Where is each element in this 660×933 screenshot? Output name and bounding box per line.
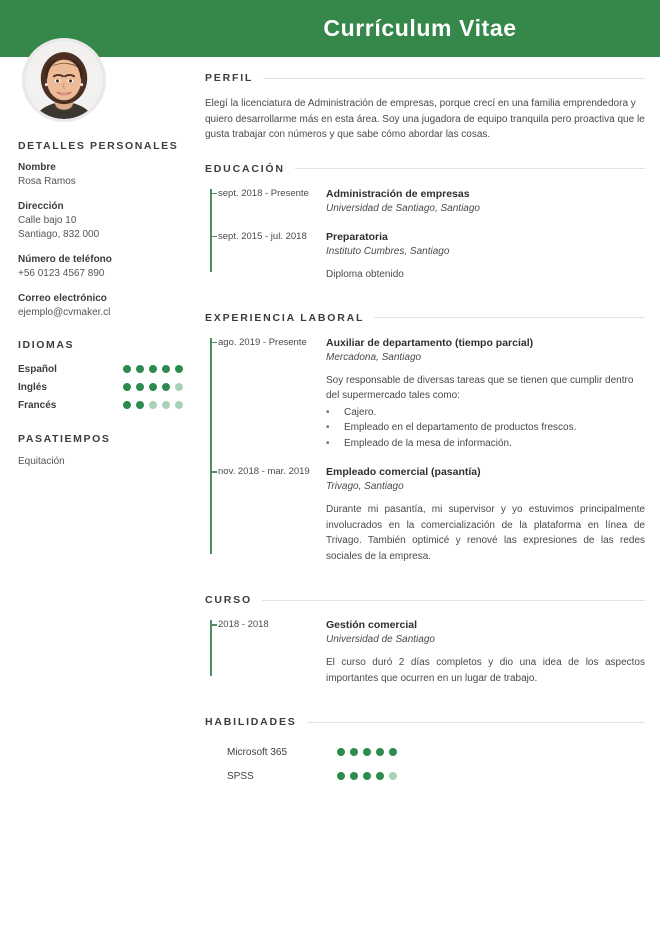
field-value: ejemplo@cvmaker.cl: [18, 307, 111, 318]
field-label: Correo electrónico: [18, 293, 107, 304]
section-header: [205, 594, 645, 606]
entry-subtitle: Instituto Cumbres, Santiago: [326, 245, 450, 257]
bullet-text: Empleado en el departamento de productos frescos.: [344, 422, 577, 433]
bullet-text: Empleado de la mesa de información.: [344, 437, 512, 449]
rating-dot: [337, 772, 345, 780]
field-telefono: [18, 253, 190, 281]
entry-date: sept. 2015 - jul. 2018: [218, 230, 307, 242]
bullet-item: [326, 436, 645, 452]
experience-timeline: [205, 336, 645, 565]
entry-body: [326, 618, 645, 686]
entry-extra: Diploma obtenido: [326, 268, 404, 280]
entry-description: Soy responsable de diversas tareas que se tienen que cumplir dentro del supermercado tales como:: [326, 374, 634, 401]
bullet-marker-icon: •: [326, 422, 330, 433]
entry-title: Empleado comercial (pasantía): [326, 466, 481, 478]
language-row: [18, 396, 190, 414]
skill-rating-dots: [337, 772, 397, 780]
education-entry: [218, 230, 645, 282]
rating-dot: [123, 401, 131, 409]
page-title: Currículum Vitae: [323, 15, 517, 41]
bullet-text: Cajero.: [344, 406, 377, 418]
rating-dot: [175, 383, 183, 391]
entry-description: El curso duró 2 días completos y dio una idea de los aspectos importantes que ocurren en un lugar de trabajo.: [326, 657, 645, 684]
entry-date: 2018 - 2018: [218, 619, 269, 630]
course-timeline: [205, 618, 645, 686]
rating-dot: [363, 748, 371, 756]
section-rule: [307, 722, 645, 723]
skill-row: [205, 740, 645, 764]
field-direccion: [18, 200, 190, 242]
entry-title: Preparatoria: [326, 230, 388, 243]
rating-dot: [136, 365, 144, 373]
bullet-marker-icon: •: [326, 406, 330, 418]
rating-dot: [175, 401, 183, 409]
avatar-photo-icon: [25, 41, 103, 119]
entry-body: [326, 336, 645, 452]
section-title: EDUCACIÓN: [205, 162, 285, 175]
skill-name: SPSS: [227, 770, 254, 782]
spacer: [205, 143, 645, 163]
profile-section: [205, 72, 645, 143]
rating-dot: [162, 383, 170, 391]
avatar: [22, 38, 106, 122]
profile-text: Elegí la licenciatura de Administración de empresas, porque crecí en una familia emprendedora y quiero desarrollarme más en esta área. Soy una jugadora de equipo tranquila pero proactiva que le gusta trabajar con números y que sabe cómo abordar las cosas.: [205, 98, 645, 140]
field-nombre: [18, 161, 190, 189]
bullet-marker-icon: •: [326, 437, 330, 449]
rating-dot: [376, 748, 384, 756]
personal-details-heading: DETALLES PERSONALES: [18, 140, 179, 152]
entry-subtitle: Mercadona, Santiago: [326, 351, 422, 363]
main-content: [205, 72, 645, 788]
section-title: EXPERIENCIA LABORAL: [205, 311, 365, 324]
section-rule: [262, 600, 645, 601]
rating-dot: [350, 748, 358, 756]
education-entry: [218, 187, 645, 216]
section-header: [205, 716, 645, 728]
skill-name: Microsoft 365: [227, 746, 288, 758]
language-rating-dots: [123, 383, 183, 391]
field-value: +56 0123 4567 890: [18, 268, 105, 279]
field-value: Rosa Ramos: [18, 176, 76, 187]
experience-entry: [218, 465, 645, 564]
rating-dot: [389, 748, 397, 756]
hobby-item: Equitación: [18, 456, 65, 467]
field-label: Nombre: [18, 162, 56, 173]
entry-body: [326, 465, 645, 564]
section-title: HABILIDADES: [205, 716, 297, 728]
spacer: [205, 578, 645, 594]
spacer: [205, 296, 645, 312]
skill-rating-dots: [337, 748, 397, 756]
entry-title: Gestión comercial: [326, 619, 418, 631]
section-rule: [263, 78, 645, 79]
entry-title: Administración de empresas: [326, 187, 470, 200]
skill-row: [205, 764, 645, 788]
rating-dot: [149, 365, 157, 373]
entry-title: Auxiliar de departamento (tiempo parcial): [326, 336, 534, 349]
rating-dot: [350, 772, 358, 780]
entry-subtitle: Universidad de Santiago: [326, 634, 435, 645]
rating-dot: [136, 383, 144, 391]
course-section: [205, 594, 645, 686]
education-section: [205, 163, 645, 282]
section-rule: [295, 168, 645, 169]
experience-section: [205, 312, 645, 565]
field-label: Dirección: [18, 201, 64, 212]
rating-dot: [123, 383, 131, 391]
rating-dot: [389, 772, 397, 780]
hobbies-section: [18, 433, 190, 469]
spacer: [205, 700, 645, 716]
entry-date: sept. 2018 - Presente: [218, 187, 309, 199]
entry-subtitle: Universidad de Santiago, Santiago: [326, 202, 480, 214]
entry-bullets: [326, 405, 645, 452]
rating-dot: [123, 365, 131, 373]
rating-dot: [175, 365, 183, 373]
language-name: Francés: [18, 399, 57, 411]
sidebar: [18, 140, 190, 469]
rating-dot: [162, 401, 170, 409]
rating-dot: [136, 401, 144, 409]
education-timeline: [205, 187, 645, 282]
entry-body: [326, 230, 645, 282]
languages-section: [18, 339, 190, 414]
rating-dot: [363, 772, 371, 780]
entry-subtitle: Trivago, Santiago: [326, 481, 404, 492]
language-name: Español: [18, 363, 57, 375]
language-row: [18, 360, 190, 378]
rating-dot: [376, 772, 384, 780]
bullet-item: [326, 405, 645, 421]
languages-heading: IDIOMAS: [18, 339, 75, 351]
language-row: [18, 378, 190, 396]
section-header: [205, 72, 645, 84]
section-rule: [374, 317, 645, 318]
rating-dot: [337, 748, 345, 756]
entry-body: [326, 187, 645, 216]
field-value: Calle bajo 10: [18, 215, 77, 226]
field-label: Número de teléfono: [18, 254, 112, 265]
entry-date: nov. 2018 - mar. 2019: [218, 466, 310, 477]
rating-dot: [149, 401, 157, 409]
skills-section: [205, 716, 645, 788]
rating-dot: [149, 383, 157, 391]
language-rating-dots: [123, 365, 183, 373]
language-rating-dots: [123, 401, 183, 409]
field-correo: [18, 292, 190, 320]
entry-description: Durante mi pasantía, mi supervisor y yo estuvimos principalmente involucrados en la comercialización de la plataforma en línea de Trivago. También optimicé y renové las expresiones de las redes sociales de la empresa.: [326, 504, 645, 562]
field-value: Santiago, 832 000: [18, 229, 100, 240]
language-name: Inglés: [18, 381, 47, 393]
personal-details-section: [18, 140, 190, 320]
rating-dot: [162, 365, 170, 373]
course-entry: [218, 618, 645, 686]
section-header: [205, 163, 645, 175]
section-header: [205, 312, 645, 324]
section-title: CURSO: [205, 594, 252, 606]
bullet-item: [326, 420, 645, 436]
hobbies-heading: PASATIEMPOS: [18, 433, 111, 445]
experience-entry: [218, 336, 645, 452]
section-title: PERFIL: [205, 72, 254, 84]
entry-date: ago. 2019 - Presente: [218, 336, 307, 348]
